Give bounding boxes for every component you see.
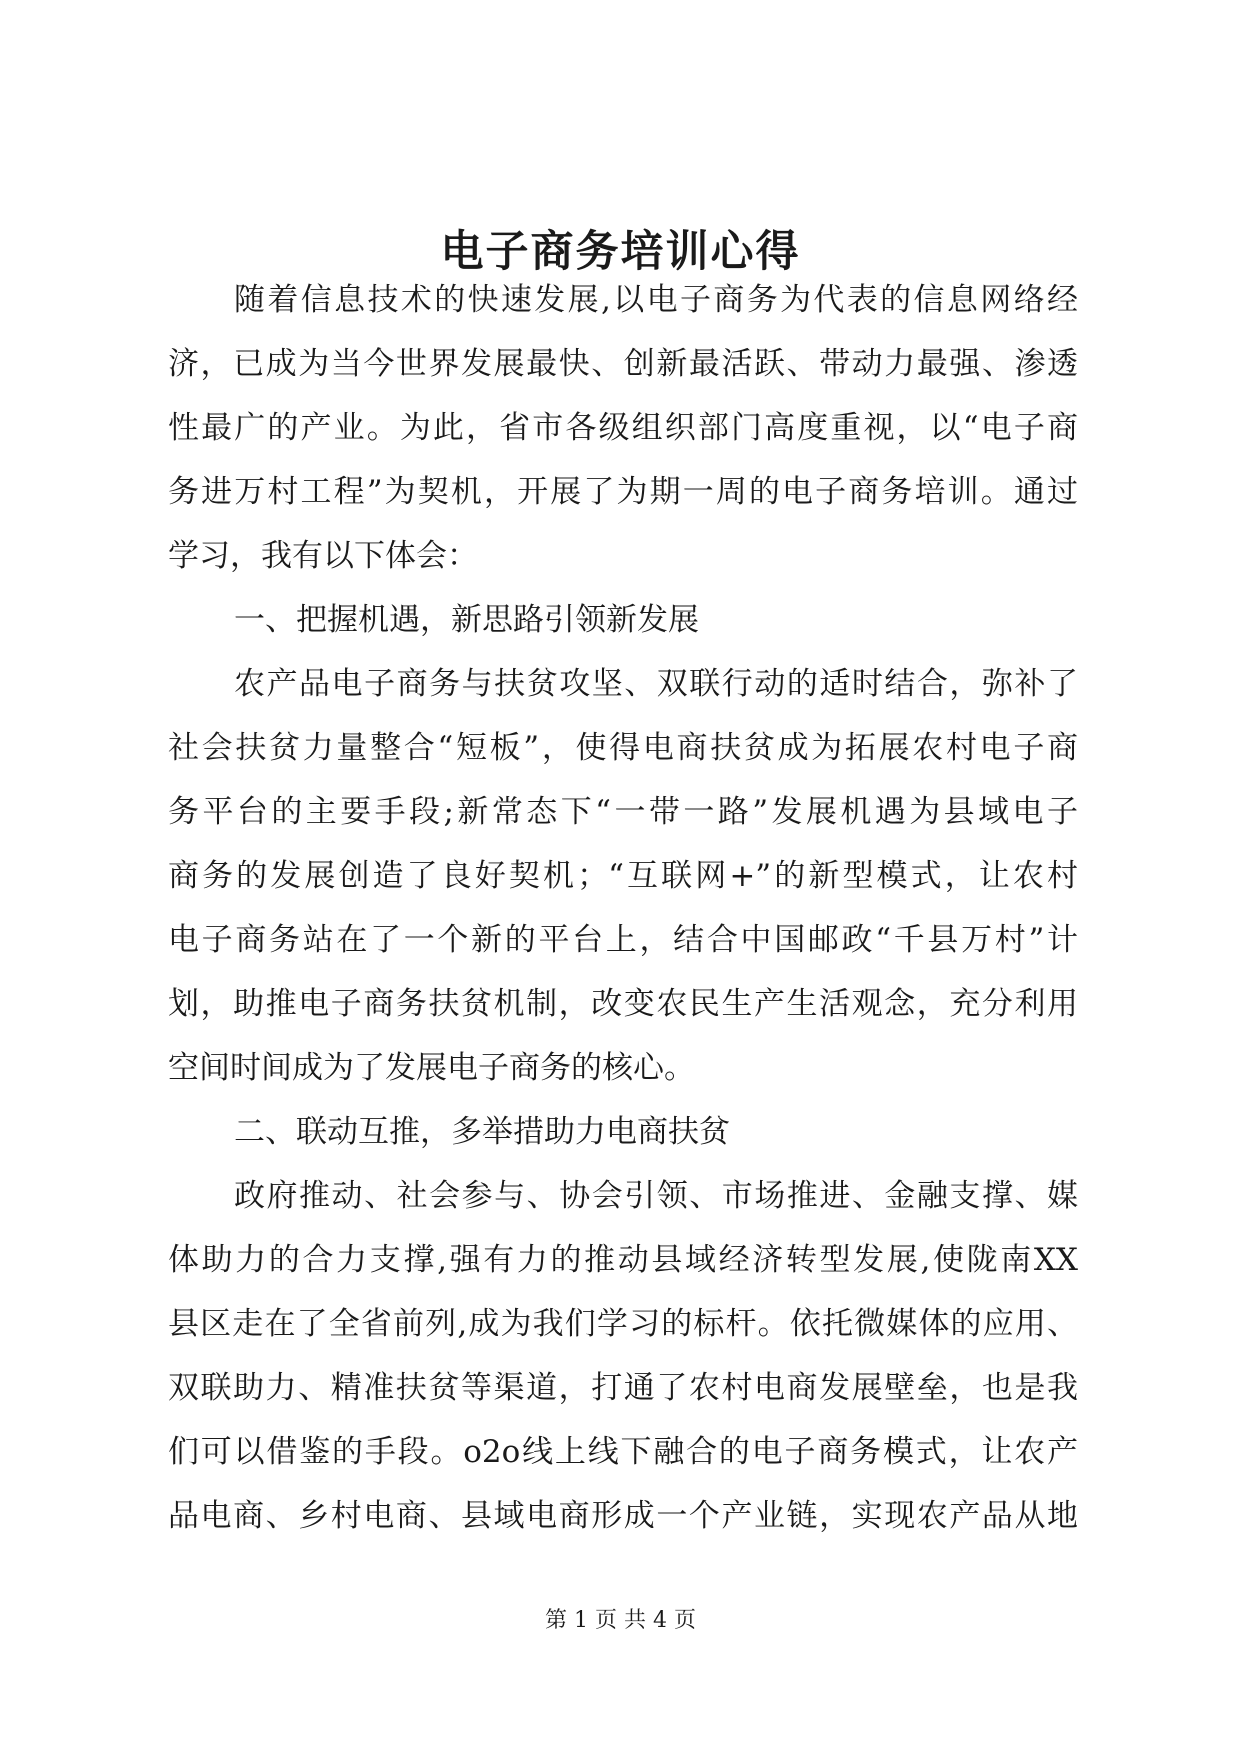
text-line: 空间时间成为了发展电子商务的核心。 — [168, 1050, 695, 1086]
text-line: 农产品电子商务与扶贫攻坚、双联行动的适时结合，弥补了 — [234, 666, 1078, 702]
text-line: 务进万村工程”为契机，开展了为期一周的电子商务培训。通过 — [168, 474, 1078, 510]
text-line: 体助力的合力支撑,强有力的推动县域经济转型发展,使陇南XX — [168, 1242, 1078, 1278]
text-line: 电子商务站在了一个新的平台上，结合中国邮政“千县万村”计 — [168, 922, 1078, 958]
text-line: 学习，我有以下体会： — [168, 538, 478, 574]
text-line: 性最广的产业。为此，省市各级组织部门高度重视，以“电子商 — [168, 410, 1078, 446]
text-line: 品电商、乡村电商、县域电商形成一个产业链，实现农产品从地 — [168, 1498, 1078, 1534]
text-line: 随着信息技术的快速发展,以电子商务为代表的信息网络经 — [234, 282, 1078, 318]
page-footer: 第 1 页 共 4 页 — [545, 1608, 696, 1633]
text-line: 济，已成为当今世界发展最快、创新最活跃、带动力最强、渗透 — [168, 346, 1078, 382]
text-line: 政府推动、社会参与、协会引领、市场推进、金融支撑、媒 — [234, 1178, 1078, 1214]
text-line: 划，助推电子商务扶贫机制，改变农民生产生活观念，充分利用 — [168, 986, 1078, 1022]
text-line: 们可以借鉴的手段。o2o线上线下融合的电子商务模式，让农产 — [168, 1434, 1078, 1470]
text-line: 二、联动互推，多举措助力电商扶贫 — [234, 1114, 730, 1150]
text-line: 县区走在了全省前列,成为我们学习的标杆。依托微媒体的应用、 — [168, 1306, 1078, 1342]
text-line: 务平台的主要手段;新常态下“一带一路”发展机遇为县域电子 — [168, 794, 1078, 830]
document-title: 电子商务培训心得 — [440, 227, 801, 277]
text-line: 社会扶贫力量整合“短板”，使得电商扶贫成为拓展农村电子商 — [168, 730, 1078, 766]
text-line: 商务的发展创造了良好契机；“互联网+”的新型模式，让农村 — [168, 858, 1078, 894]
text-line: 一、把握机遇，新思路引领新发展 — [234, 602, 699, 638]
document-body — [168, 268, 1078, 1548]
text-line: 双联助力、精准扶贫等渠道，打通了农村电商发展壁垒，也是我 — [168, 1370, 1078, 1406]
